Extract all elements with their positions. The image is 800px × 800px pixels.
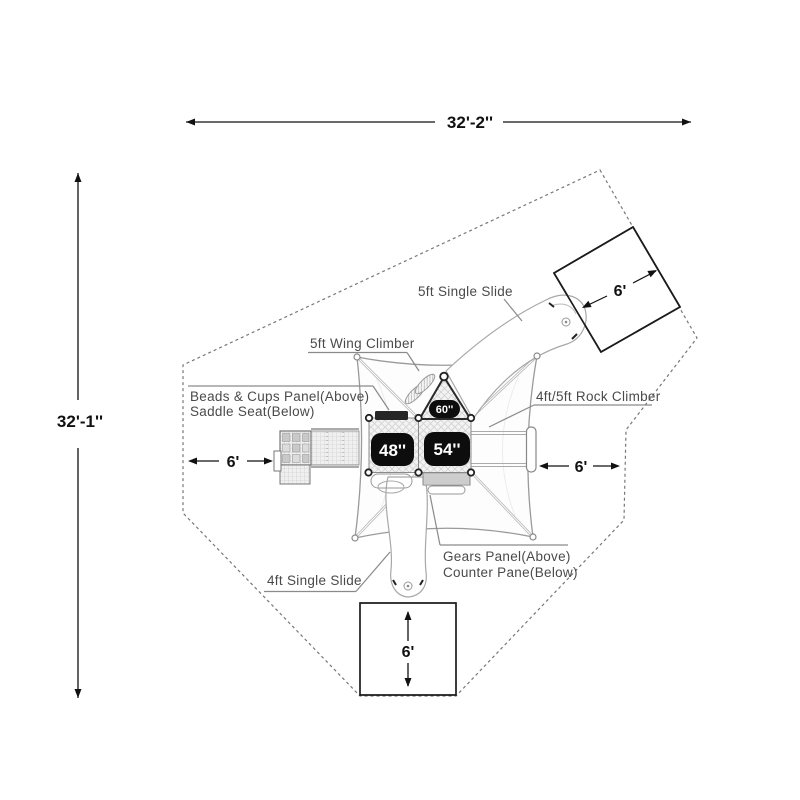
leader-line: [356, 552, 390, 592]
dim-clearance-left: [188, 454, 273, 471]
arrowhead: [75, 689, 82, 698]
arrowhead: [264, 458, 273, 465]
arrowhead: [611, 463, 620, 470]
dim-clearance-right-text: 6': [574, 459, 588, 476]
arrowhead: [186, 119, 195, 126]
arrowhead: [682, 119, 691, 126]
svg-text:5ft Single Slide: 5ft Single Slide: [418, 284, 513, 299]
arrowhead: [539, 463, 548, 470]
svg-text:Beads & Cups Panel(Above): Beads & Cups Panel(Above): [190, 389, 370, 404]
slide-4ft: [386, 477, 427, 597]
dim-slide-zone-lower: 6': [401, 644, 415, 661]
arrowhead: [75, 173, 82, 182]
label-beads-cups: [188, 386, 389, 419]
dim-clearance-right: [539, 459, 620, 476]
station-side-tab: [274, 451, 281, 471]
safety-square-lower: [360, 603, 456, 695]
panel-station: [274, 431, 311, 484]
svg-text:4ft/5ft Rock Climber: 4ft/5ft Rock Climber: [536, 389, 661, 404]
svg-text:Gears Panel(Above): Gears Panel(Above): [443, 549, 571, 564]
dim-overall-height-text: 32'-1'': [56, 412, 104, 431]
gears-panel: [423, 473, 470, 494]
svg-text:5ft Wing Climber: 5ft Wing Climber: [310, 336, 415, 351]
deck-60-label: 60'': [435, 404, 454, 416]
bridge: [311, 429, 359, 467]
counter-pane: [428, 486, 465, 494]
dim-overall-width: [186, 113, 691, 132]
label-slide-4ft: [264, 552, 390, 592]
svg-text:4ft Single Slide: 4ft Single Slide: [267, 573, 362, 588]
deck-48-label: 48'': [379, 441, 406, 460]
dim-clearance-left-text: 6': [226, 454, 240, 471]
dim-overall-width-text: 32'-2'': [446, 113, 494, 132]
deck-54-label: 54'': [433, 440, 461, 459]
dim-overall-height: [57, 173, 103, 698]
label-slide-5ft: [418, 284, 522, 321]
svg-text:Saddle Seat(Below): Saddle Seat(Below): [190, 404, 315, 419]
beads-cups-panel: [375, 411, 408, 420]
station-lower-grid: [280, 465, 310, 484]
dim-slide-zone-upper: 6': [613, 283, 627, 300]
arrowhead: [188, 458, 197, 465]
svg-text:Counter Pane(Below): Counter Pane(Below): [443, 565, 578, 580]
